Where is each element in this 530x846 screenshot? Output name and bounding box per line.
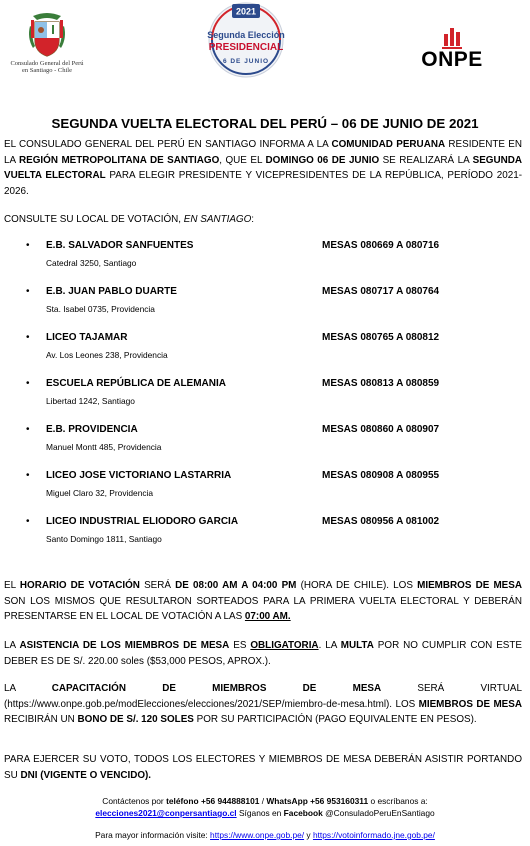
votoinformado-link[interactable]: https://votoinformado.jne.gob.pe/ bbox=[312, 830, 435, 840]
location-item bbox=[0, 240, 530, 286]
consulado-logo bbox=[8, 12, 86, 74]
location-name: E.B. SALVADOR SANFUENTES bbox=[46, 240, 194, 251]
location-mesas: MESAS 080669 A 080716 bbox=[322, 240, 440, 251]
footer-links: Para mayor información visite: https://www.onpe.gob.pe/ y https://votoinformado.jne.gob.pe/ bbox=[95, 830, 435, 840]
location-address: Miguel Claro 32, Providencia bbox=[46, 488, 154, 498]
bullet-icon: • bbox=[26, 516, 30, 527]
intro-paragraph: EL CONSULADO GENERAL DEL PERÚ EN SANTIAGO INFORMA A LA COMUNIDAD PERUANA RESIDENTE EN LA REGIÓN METROPOLITANA DE SANTIAGO, QUE EL DOMINGO 06 DE JUNIO SE REALIZARÁ LA SEGUNDA VUELTA ELECTORAL PARA ELEGIR PRESIDENTE Y VICEPRESIDENTES DE LA REPÚBLICA, PERÍODO 2021-2026. bbox=[4, 139, 522, 197]
location-address: Av. Los Leones 238, Providencia bbox=[46, 350, 168, 360]
contact-email-link[interactable]: elecciones2021@conpersantiago.cl bbox=[95, 808, 237, 818]
location-mesas: MESAS 080908 A 080955 bbox=[322, 470, 440, 481]
capacitacion-paragraph: LA CAPACITACIÓN DE MIEMBROS DE MESA SERÁ VIRTUAL (https://www.onpe.gob.pe/modElecciones/elecciones/2021/SEP/miembro-de-mesa.html). LOS MIEMBROS DE MESA RECIBIRÁN UN BONO DE S/. 120 SOLES POR SU PARTICIPACIÓN (PAGO EQUIVALENTE EN PESOS). bbox=[4, 683, 522, 726]
location-name: LICEO INDUSTRIAL ELIODORO GARCIA bbox=[46, 516, 239, 527]
location-mesas: MESAS 080860 A 080907 bbox=[322, 424, 440, 435]
location-item bbox=[0, 286, 530, 332]
contact-info: Contáctenos por teléfono +56 944888101 / WhatsApp +56 953160311 o escríbanos a: elecciones2021@conpersantiago.cl Síganos en Facebook @ConsuladoPeruEnSantiago bbox=[95, 796, 435, 818]
voting-locations-list bbox=[0, 240, 530, 562]
location-name: E.B. JUAN PABLO DUARTE bbox=[46, 286, 177, 297]
location-address: Libertad 1242, Santiago bbox=[46, 396, 135, 406]
badge-line2: PRESIDENCIAL bbox=[208, 42, 284, 53]
consulado-name: Consulado General del Perú bbox=[10, 60, 84, 67]
document-header bbox=[0, 0, 530, 90]
location-item bbox=[0, 516, 530, 562]
asistencia-paragraph: LA ASISTENCIA DE LOS MIEMBROS DE MESA ES OBLIGATORIA. LA MULTA POR NO CUMPLIR CON ESTE DEBER ES DE S/. 220.00 soles ($53,000 PESOS, APROX.). bbox=[4, 640, 523, 667]
location-mesas: MESAS 080956 A 081002 bbox=[322, 516, 440, 527]
location-mesas: MESAS 080717 A 080764 bbox=[322, 286, 440, 297]
location-address: Manuel Montt 485, Providencia bbox=[46, 442, 162, 452]
location-address: Santo Domingo 1811, Santiago bbox=[46, 534, 162, 544]
document-title: SEGUNDA VUELTA ELECTORAL DEL PERÚ – 06 DE JUNIO DE 2021 bbox=[51, 116, 479, 131]
location-mesas: MESAS 080765 A 080812 bbox=[322, 332, 440, 343]
location-address: Sta. Isabel 0735, Providencia bbox=[46, 304, 155, 314]
location-mesas: MESAS 080813 A 080859 bbox=[322, 378, 440, 389]
location-item bbox=[0, 378, 530, 424]
bullet-icon: • bbox=[26, 286, 30, 297]
bullet-icon: • bbox=[26, 332, 30, 343]
badge-date: 6 DE JUNIO bbox=[222, 58, 270, 65]
bullet-icon: • bbox=[26, 378, 30, 389]
onpe-logo bbox=[416, 24, 488, 74]
location-address: Catedral 3250, Santiago bbox=[46, 258, 137, 268]
onpe-mark-icon bbox=[416, 24, 488, 50]
location-name: ESCUELA REPÚBLICA DE ALEMANIA bbox=[46, 378, 227, 389]
consulado-location: en Santiago - Chile bbox=[21, 67, 72, 74]
location-item bbox=[0, 470, 530, 516]
onpe-label: ONPE bbox=[421, 48, 483, 71]
horario-paragraph: EL HORARIO DE VOTACIÓN SERÁ DE 08:00 AM A 04:00 PM (HORA DE CHILE). LOS MIEMBROS DE MESA SON LOS MISMOS QUE RESULTARON SORTEADOS PARA LA PRIMERA VUELTA ELECTORAL Y DEBERÁN PRESENTARSE EN EL LOCAL DE VOTACIÓN A LAS 07:00 AM. bbox=[4, 580, 522, 623]
location-name: E.B. PROVIDENCIA bbox=[46, 424, 138, 435]
location-name: LICEO JOSE VICTORIANO LASTARRIA bbox=[46, 470, 232, 481]
onpe-link[interactable]: https://www.onpe.gob.pe/ bbox=[210, 830, 305, 840]
bullet-icon: • bbox=[26, 240, 30, 251]
segunda-eleccion-badge bbox=[198, 0, 294, 84]
bullet-icon: • bbox=[26, 470, 30, 481]
peru-coat-of-arms-icon bbox=[27, 12, 67, 58]
location-item bbox=[0, 332, 530, 378]
location-name: LICEO TAJAMAR bbox=[46, 332, 128, 343]
location-item bbox=[0, 424, 530, 470]
dni-paragraph: PARA EJERCER SU VOTO, TODOS LOS ELECTORES Y MIEMBROS DE MESA DEBERÁN ASISTIR PORTANDO SU DNI (VIGENTE O VENCIDO). bbox=[4, 754, 522, 781]
badge-line1: Segunda Elección bbox=[207, 30, 285, 40]
badge-year: 2021 bbox=[235, 6, 257, 17]
bullet-icon: • bbox=[26, 424, 30, 435]
consult-label: CONSULTE SU LOCAL DE VOTACIÓN, EN SANTIAGO: bbox=[4, 214, 255, 225]
